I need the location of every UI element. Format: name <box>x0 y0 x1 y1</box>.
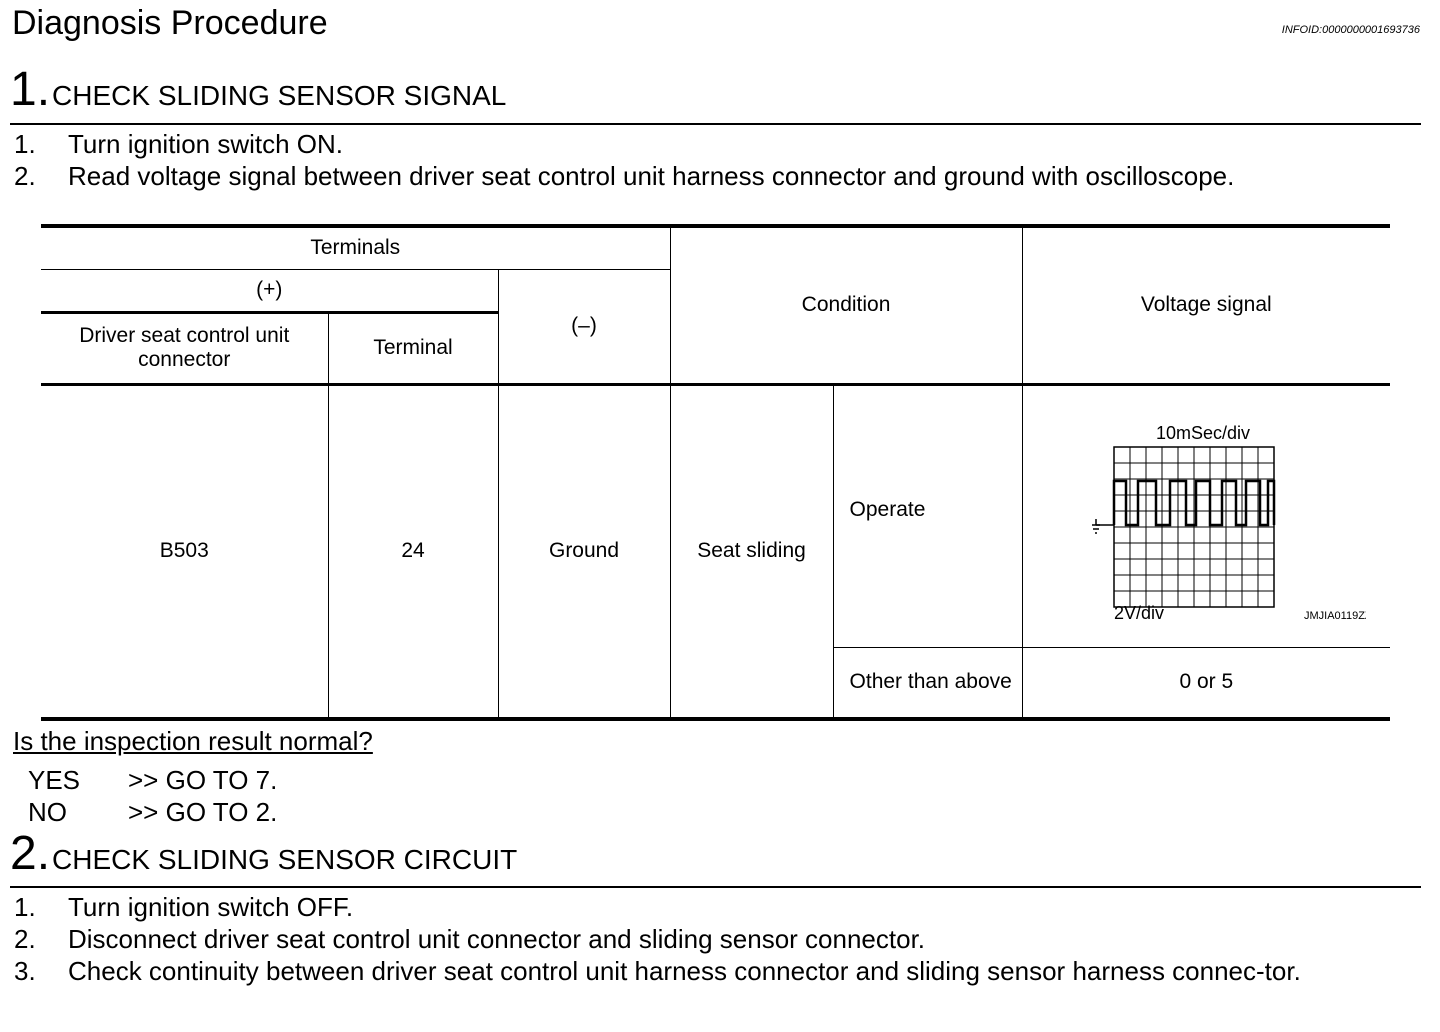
instruction-item: 1. Turn ignition switch OFF. <box>14 892 354 922</box>
header-connector: Driver seat control unit connector <box>41 312 328 384</box>
figure-code: JMJIA0119ZZ <box>1304 610 1367 621</box>
terminal-table <box>41 224 1390 721</box>
answers <box>28 764 277 828</box>
cell-scope <box>1022 384 1390 647</box>
header-voltage-signal: Voltage signal <box>1022 226 1390 384</box>
cell-minus: Ground <box>498 384 670 719</box>
inspection-question: Is the inspection result normal? <box>13 726 373 756</box>
instruction-item: 3. Check continuity between driver seat control unit harness connector and sliding sensor harness connec-tor. <box>14 956 1301 986</box>
step1-heading <box>10 63 507 116</box>
waveform-graphic <box>1046 411 1366 621</box>
oscilloscope-waveform <box>1046 411 1366 621</box>
header-condition: Condition <box>670 226 1022 384</box>
volt-div-label: 2V/div <box>1114 603 1165 621</box>
info-id: INFOID:0000000001693736 <box>1281 24 1420 36</box>
header-plus: (+) <box>41 269 498 312</box>
header-terminals: Terminals <box>41 226 670 269</box>
time-div-label: 10mSec/div <box>1156 423 1251 443</box>
instruction-item: 2. Read voltage signal between driver seat control unit harness connector and ground with oscilloscope. <box>14 161 1235 191</box>
cell-other-than-above: Other than above <box>833 647 1022 719</box>
header-minus: (–) <box>498 269 670 384</box>
page-title: Diagnosis Procedure <box>12 4 328 42</box>
step1-divider <box>10 123 1421 125</box>
instruction-item: 1. Turn ignition switch ON. <box>14 129 344 159</box>
cell-operate: Operate <box>833 384 1022 647</box>
ground-symbol-icon <box>1092 519 1114 533</box>
step2-divider <box>10 886 1421 888</box>
step1-instructions <box>14 128 1424 192</box>
header-terminal: Terminal <box>328 312 498 384</box>
cell-voltage-other: 0 or 5 <box>1022 647 1390 719</box>
step1-number: 1. <box>10 63 51 116</box>
step1-title: CHECK SLIDING SENSOR SIGNAL <box>52 80 507 111</box>
step2-instructions <box>14 891 1424 987</box>
step2-title: CHECK SLIDING SENSOR CIRCUIT <box>52 844 518 875</box>
cell-connector: B503 <box>41 384 328 719</box>
step2-number: 2. <box>10 827 51 880</box>
answer-yes: YES >> GO TO 7. <box>28 765 278 795</box>
cell-terminal: 24 <box>328 384 498 719</box>
answer-no: NO >> GO TO 2. <box>28 797 278 827</box>
instruction-item: 2. Disconnect driver seat control unit connector and sliding sensor connector. <box>14 924 926 954</box>
scope-grid <box>1114 447 1274 607</box>
cell-condition: Seat sliding <box>670 384 833 719</box>
step2-heading <box>10 827 518 880</box>
